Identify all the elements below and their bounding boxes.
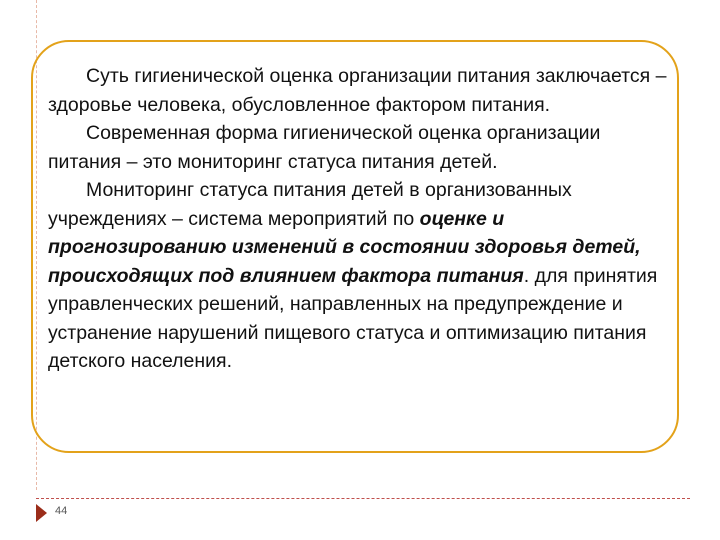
footer-rule xyxy=(36,498,690,499)
paragraph-monitoring xyxy=(48,176,678,376)
monitoring-conclusion: . для принятия управленческих решений, направленных на предупреждение и устранение нарушений пищевого статуса и оптимизацию питания детского населения. xyxy=(48,264,658,372)
slide-body-text xyxy=(48,62,678,376)
monitoring-emphasis: оценке и прогнозированию изменений в состоянии здоровья детей, происходящих под влиянием фактора питания xyxy=(48,207,641,287)
page-number: 44 xyxy=(55,505,68,517)
paragraph-modern-form: Современная форма гигиенической оценка организации питания – это мониторинг статуса питания детей. xyxy=(48,122,601,173)
monitoring-intro: Мониторинг статуса питания детей в организованных учреждениях – система мероприятий по xyxy=(48,179,572,230)
paragraph-essence: Суть гигиенической оценка организации питания заключается – здоровье человека, обусловленное фактором питания. xyxy=(48,65,667,116)
page-arrow-icon xyxy=(36,504,47,522)
